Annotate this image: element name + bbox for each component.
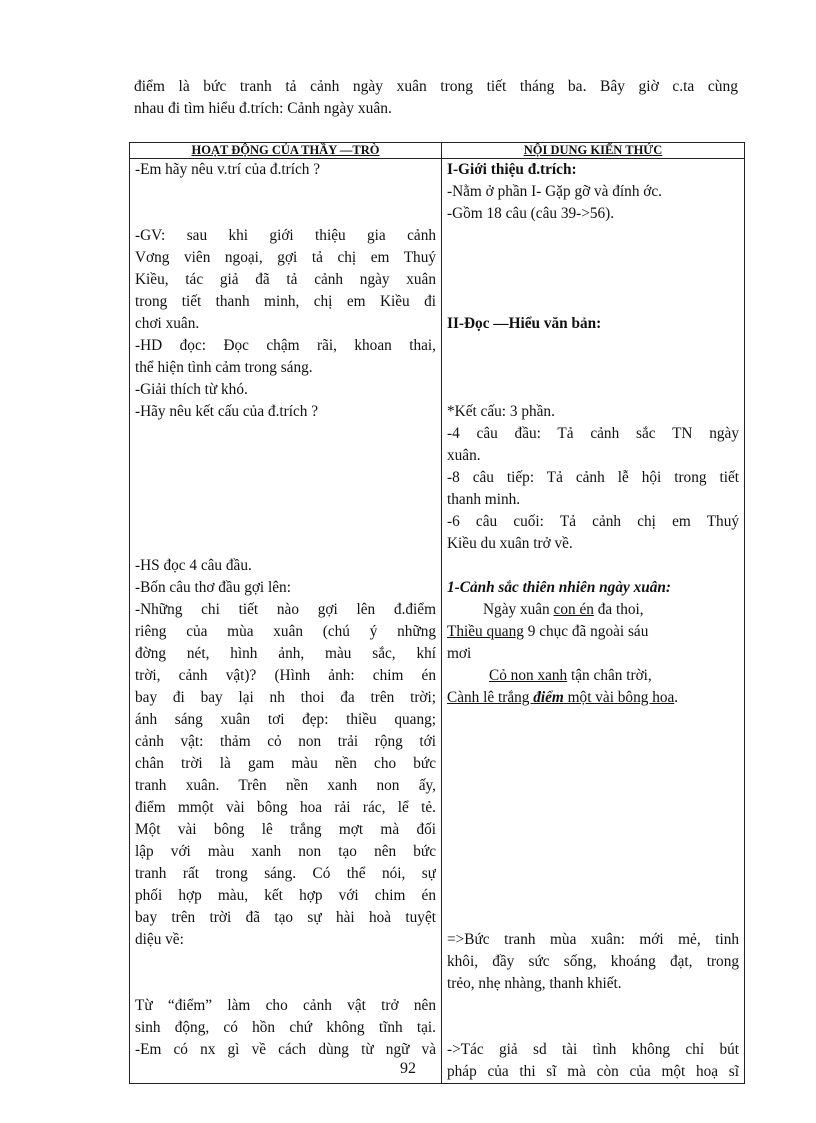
- activity-line: -Hãy nêu kết cấu của đ.trích ?: [135, 403, 319, 420]
- knowledge-line: -8 câu tiếp: Tả cảnh lễ hội trong tiết: [447, 469, 739, 486]
- poem-line: Cỏ non xanh tận chân trời,: [489, 667, 652, 684]
- poem-line: Ngày xuân con én đa thoi,: [483, 601, 644, 618]
- section-heading-spring-scenery: 1-Cảnh sắc thiên nhiên ngày xuân:: [447, 579, 671, 596]
- activity-line: Kiều, tác giả đã tả cảnh ngày xuân: [135, 271, 436, 288]
- activity-line: riêng của mùa xuân (chú ý những: [135, 623, 436, 640]
- knowledge-line: =>Bức tranh mùa xuân: mới mẻ, tinh: [447, 931, 739, 948]
- activity-line: tranh rất trong sáng. Có thể nói, sự: [135, 865, 436, 882]
- knowledge-line: thanh minh.: [447, 491, 521, 508]
- section-heading-reading: II-Đọc —Hiểu văn bản:: [447, 315, 602, 332]
- activity-line: bay trên trời đã tạo sự hài hoà tuyệt: [135, 909, 436, 926]
- poem-line: mơi: [447, 645, 472, 662]
- activity-line: diệu về:: [135, 931, 184, 948]
- activity-line: -HS đọc 4 câu đầu.: [135, 557, 252, 574]
- section-heading-introduction: I-Giới thiệu đ.trích:: [447, 161, 577, 178]
- table-row: [130, 159, 745, 1084]
- activity-line: phối hợp màu, kết hợp với chim én: [135, 887, 436, 904]
- activity-line: -GV: sau khi giới thiệu gia cảnh: [135, 227, 436, 244]
- header-teacher-student-activity: HOẠT ĐỘNG CỦA THẦY —TRÒ: [130, 143, 442, 159]
- activity-line: lập với màu xanh non tạo nên bức: [135, 843, 436, 860]
- poem-line: Cành lê trắng điểm một vài bông hoa.: [447, 689, 679, 706]
- poem-line: Thiều quang 9 chục đã ngoài sáu: [447, 623, 649, 640]
- activity-line: bay đi bay lại nh thoi đa trên trời;: [135, 689, 436, 706]
- intro-line: nhau đi tìm hiểu đ.trích: Cảnh ngày xuân.: [134, 100, 392, 117]
- knowledge-line: -4 câu đầu: Tả cảnh sắc TN ngày: [447, 425, 739, 442]
- activity-line: -Em có nx gì về cách dùng từ ngữ và: [135, 1041, 436, 1058]
- activity-line: trong tiết thanh minh, chị em Kiều đi: [135, 293, 436, 310]
- activity-line: đờng nét, hình ảnh, màu sắc, khí: [135, 645, 436, 662]
- knowledge-line: *Kết cấu: 3 phần.: [447, 403, 555, 420]
- knowledge-line: Kiều du xuân trở về.: [447, 535, 573, 552]
- knowledge-line: pháp của thi sĩ mà còn của một hoạ sĩ: [447, 1063, 739, 1080]
- knowledge-line: -Gồm 18 câu (câu 39->56).: [447, 205, 615, 222]
- activity-line: ánh sáng xuân tơi đẹp: thiều quang;: [135, 711, 436, 728]
- table-header-row: [130, 143, 745, 159]
- page-number: 92: [400, 1060, 416, 1077]
- activity-line: chơi xuân.: [135, 315, 200, 332]
- activity-cell: [130, 159, 442, 1084]
- header-knowledge-content: NỘI DUNG KIẾN THỨC: [442, 143, 745, 159]
- activity-line: sinh động, có hồn chứ không tĩnh tại.: [135, 1019, 436, 1036]
- knowledge-line: trẻo, nhẹ nhàng, thanh khiết.: [447, 975, 622, 992]
- activity-line: -Giải thích từ khó.: [135, 381, 248, 398]
- knowledge-line: -6 câu cuối: Tả cảnh chị em Thuý: [447, 513, 739, 530]
- intro-line: điểm là bức tranh tả cảnh ngày xuân trong tiết tháng ba. Bây giờ c.ta cùng: [134, 78, 738, 95]
- activity-line: -Bốn câu thơ đầu gợi lên:: [135, 579, 291, 596]
- activity-line: thể hiện tình cảm trong sáng.: [135, 359, 313, 376]
- lesson-table: [129, 142, 745, 1084]
- knowledge-line: xuân.: [447, 447, 481, 464]
- knowledge-line: ->Tác giả sd tài tình không chỉ bút: [447, 1041, 739, 1058]
- activity-line: cảnh vật: thảm cỏ non trải rộng tới: [135, 733, 436, 750]
- knowledge-cell: [442, 159, 745, 1084]
- knowledge-line: khôi, đầy sức sống, khoáng đạt, trong: [447, 953, 739, 970]
- activity-line: trời, cảnh vật)? (Hình ảnh: chim én: [135, 667, 436, 684]
- activity-line: tranh xuân. Trên nền xanh non ấy,: [135, 777, 436, 794]
- intro-paragraph: [134, 76, 738, 120]
- activity-line: -Những chi tiết nào gợi lên đ.điểm: [135, 601, 436, 618]
- activity-line: Từ “điểm” làm cho cảnh vật trở nên: [135, 997, 436, 1014]
- activity-line: Một vài bông lê trắng mợt mà đối: [135, 821, 436, 838]
- activity-line: chân trời là gam màu nền cho bức: [135, 755, 436, 772]
- activity-line: -HD đọc: Đọc chậm rãi, khoan thai,: [135, 337, 436, 354]
- activity-line: điểm mmột vài bông hoa rải rác, lể tẻ.: [135, 799, 436, 816]
- activity-line: Vơng viên ngoại, gợi tả chị em Thuý: [135, 249, 436, 266]
- knowledge-line: -Nằm ở phần I- Gặp gỡ và đính ớc.: [447, 183, 662, 200]
- activity-line: -Em hãy nêu v.trí của đ.trích ?: [135, 161, 321, 178]
